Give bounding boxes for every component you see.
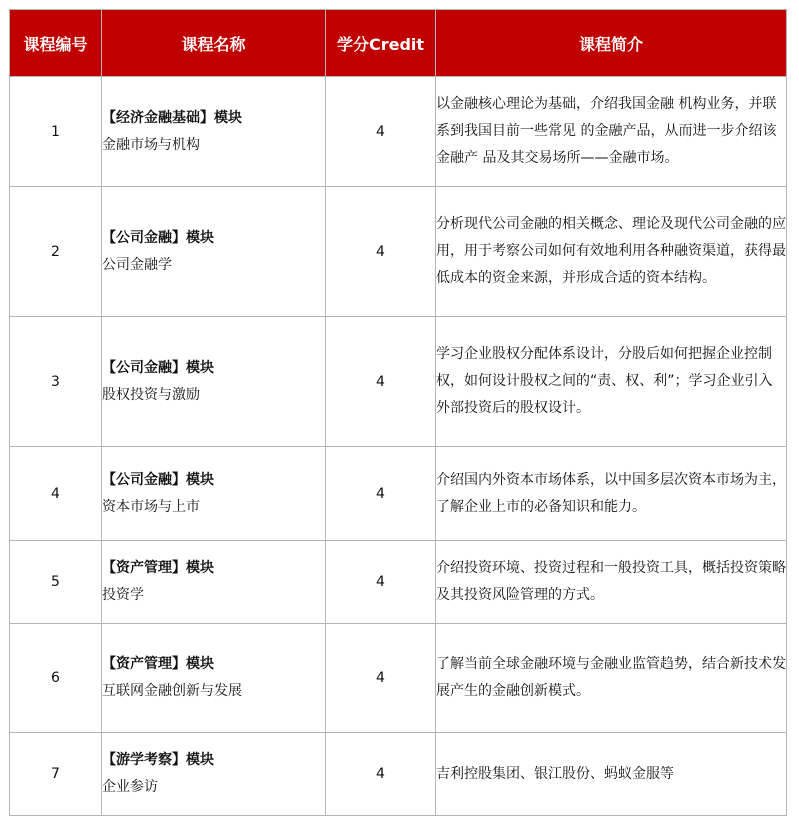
course-title: 互联网金融创新与发展 bbox=[102, 683, 242, 699]
course-module: 【公司金融】模块 bbox=[102, 229, 214, 246]
course-number: 1 bbox=[10, 77, 102, 187]
course-description: 了解当前全球金融环境与金融业监管趋势，结合新技术发展产生的金融创新模式。 bbox=[436, 624, 787, 733]
course-name-cell bbox=[102, 541, 326, 624]
table-row bbox=[10, 77, 787, 187]
course-title: 投资学 bbox=[102, 587, 144, 603]
course-module: 【资产管理】模块 bbox=[102, 656, 214, 672]
table-row bbox=[10, 317, 787, 447]
course-name-cell bbox=[102, 447, 326, 541]
course-name-cell bbox=[102, 624, 326, 733]
course-title: 资本市场与上市 bbox=[102, 498, 200, 515]
course-description: 介绍投资环境、投资过程和一般投资工具，概括投资策略及其投资风险管理的方式。 bbox=[436, 541, 787, 624]
course-number: 5 bbox=[10, 541, 102, 624]
course-credit: 4 bbox=[326, 733, 436, 816]
course-title: 股权投资与激励 bbox=[102, 386, 200, 403]
header-course-name: 课程名称 bbox=[102, 10, 326, 77]
course-credit: 4 bbox=[326, 541, 436, 624]
course-name-cell bbox=[102, 187, 326, 317]
course-module: 【公司金融】模块 bbox=[102, 359, 214, 376]
course-table-container bbox=[9, 9, 787, 816]
course-module: 【资产管理】模块 bbox=[102, 560, 214, 576]
course-table bbox=[9, 9, 787, 816]
course-number: 4 bbox=[10, 447, 102, 541]
course-title: 金融市场与机构 bbox=[102, 136, 200, 153]
table-row bbox=[10, 447, 787, 541]
course-module: 【游学考察】模块 bbox=[102, 752, 214, 768]
course-credit: 4 bbox=[326, 77, 436, 187]
course-credit: 4 bbox=[326, 187, 436, 317]
course-number: 2 bbox=[10, 187, 102, 317]
course-credit: 4 bbox=[326, 624, 436, 733]
course-name-cell bbox=[102, 317, 326, 447]
header-course-number: 课程编号 bbox=[10, 10, 102, 77]
table-header-row bbox=[10, 10, 787, 77]
course-description: 介绍国内外资本市场体系，以中国多层次资本市场为主，了解企业上市的必备知识和能力。 bbox=[436, 447, 787, 541]
course-module: 【经济金融基础】模块 bbox=[102, 109, 242, 126]
course-number: 7 bbox=[10, 733, 102, 816]
course-number: 6 bbox=[10, 624, 102, 733]
course-description: 吉利控股集团、银江股份、蚂蚁金服等 bbox=[436, 733, 787, 816]
course-credit: 4 bbox=[326, 317, 436, 447]
course-title: 企业参访 bbox=[102, 779, 158, 795]
course-description: 以金融核心理论为基础，介绍我国金融 机构业务，并联系到我国目前一些常见 的金融产品，从而进一步介绍该金融产 品及其交易场所——金融市场。 bbox=[436, 77, 787, 187]
table-row bbox=[10, 187, 787, 317]
course-number: 3 bbox=[10, 317, 102, 447]
header-course-description: 课程简介 bbox=[436, 10, 787, 77]
course-description: 学习企业股权分配体系设计，分股后如何把握企业控制权，如何设计股权之间的“责、权、利”；学习企业引入外部投资后的股权设计。 bbox=[436, 317, 787, 447]
course-description: 分析现代公司金融的相关概念、理论及现代公司金融的应用，用于考察公司如何有效地利用各种融资渠道，获得最低成本的资金来源，并形成合适的资本结构。 bbox=[436, 187, 787, 317]
course-name-cell bbox=[102, 77, 326, 187]
table-row bbox=[10, 733, 787, 816]
course-credit: 4 bbox=[326, 447, 436, 541]
course-name-cell bbox=[102, 733, 326, 816]
table-row bbox=[10, 541, 787, 624]
course-title: 公司金融学 bbox=[102, 256, 172, 273]
table-row bbox=[10, 624, 787, 733]
course-module: 【公司金融】模块 bbox=[102, 471, 214, 488]
header-credit: 学分Credit bbox=[326, 10, 436, 77]
